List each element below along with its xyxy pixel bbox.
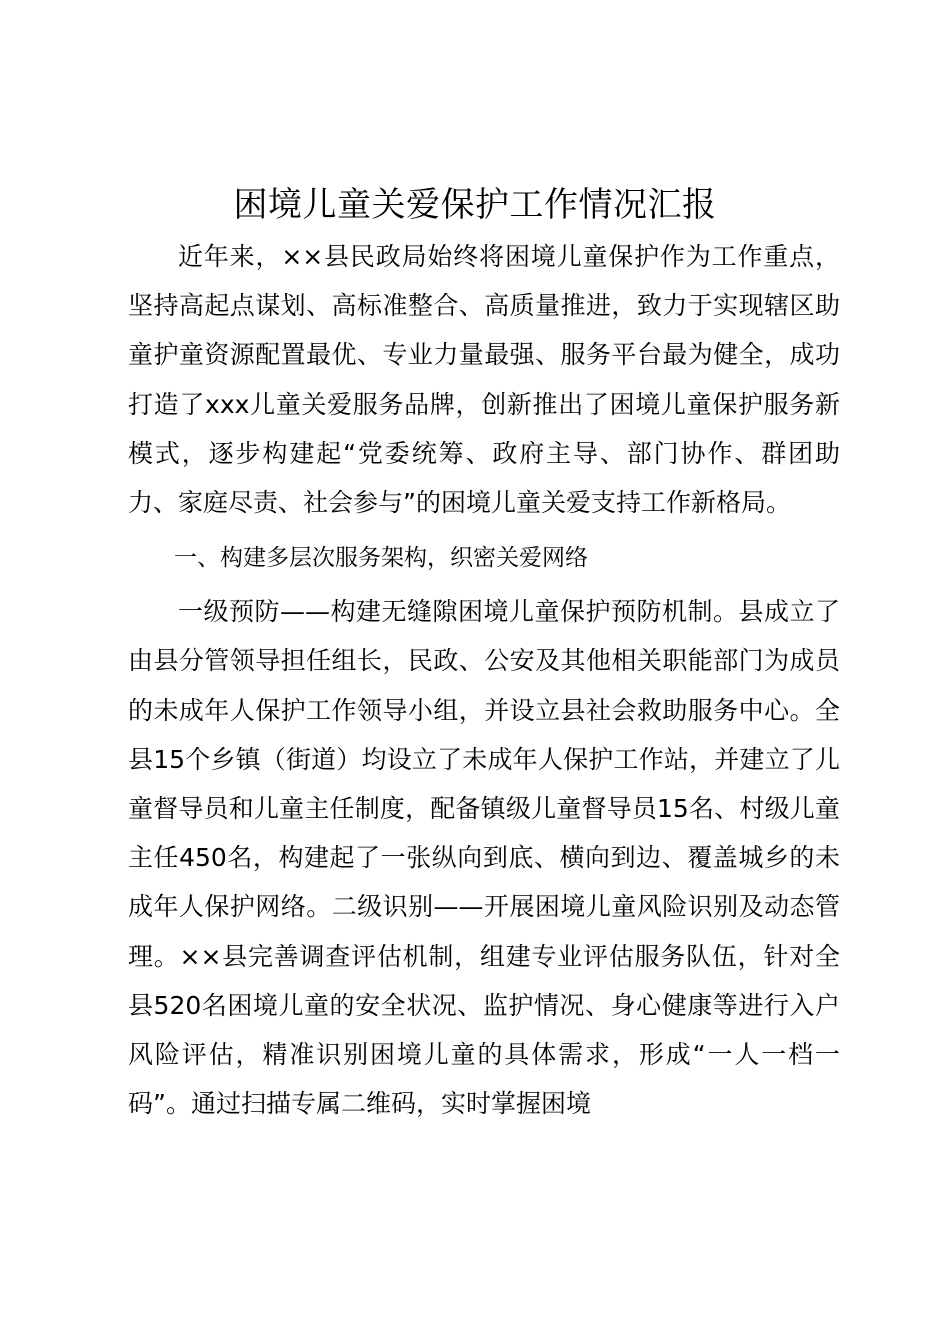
intro-paragraph: 近年来，××县民政局始终将困境儿童保护作为工作重点，坚持高起点谋划、高标准整合、高质量推进，致力于实现辖区助童护童资源配置最优、专业力量最强、服务平台最为健全，成功打造了xxx儿童关爱服务品牌，创新推出了困境儿童保护服务新模式，逐步构建起“党委统筹、政府主导、部门协作、群团助力、家庭尽责、社会参与”的困境儿童关爱支持工作新格局。 (128, 242, 840, 518)
section-heading: 一、构建多层次服务架构，织密关爱网络 (174, 545, 588, 572)
document-title: 困境儿童关爱保护工作情况汇报 (233, 185, 717, 225)
document-body (128, 232, 840, 1128)
section-paragraph: 一级预防——构建无缝隙困境儿童保护预防机制。县成立了由县分管领导担任组长，民政、公安及其他相关职能部门为成员的未成年人保护工作领导小组，并设立县社会救助服务中心。全县15个乡镇（街道）均设立了未成年人保护工作站，并建立了儿童督导员和儿童主任制度，配备镇级儿童督导员15名、村级儿童主任450名，构建起了一张纵向到底、横向到边、覆盖城乡的未成年人保护网络。二级识别——开展困境儿童风险识别及动态管理。××县完善调查评估机制，组建专业评估服务队伍，针对全县520名困境儿童的安全状况、监护情况、身心健康等进行入户风险评估，精准识别困境儿童的具体需求，形成“一人一档一码”。通过扫描专属二维码，实时掌握困境 (128, 597, 840, 1119)
